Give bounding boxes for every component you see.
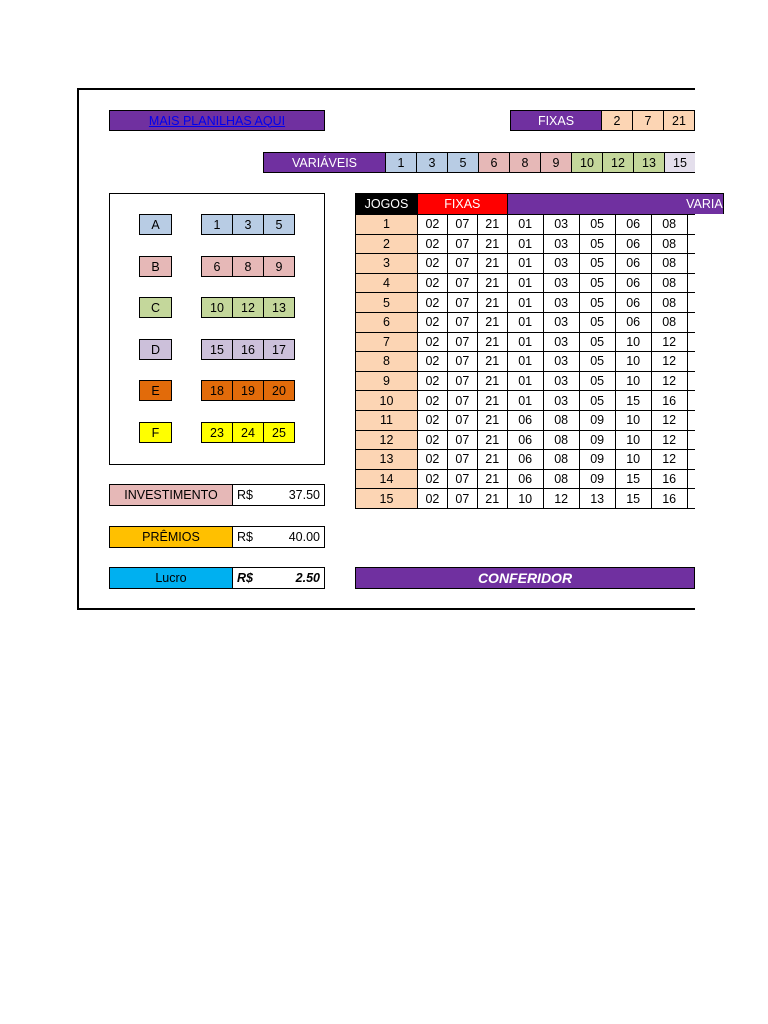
game-value: 12	[651, 332, 687, 352]
game-value: 21	[477, 430, 507, 450]
game-value: 01	[507, 293, 543, 313]
game-number: 6	[356, 312, 418, 332]
game-value: 10	[615, 430, 651, 450]
game-row	[356, 293, 724, 313]
group-label-b: B	[139, 256, 172, 277]
game-row	[356, 332, 724, 352]
investimento-value: 37.50	[279, 484, 325, 506]
game-value: 07	[447, 293, 477, 313]
game-value: 07	[447, 215, 477, 235]
game-value: 07	[447, 410, 477, 430]
game-value: 07	[447, 371, 477, 391]
game-row	[356, 215, 724, 235]
game-row	[356, 254, 724, 274]
group-value: 12	[232, 297, 264, 318]
game-value: 02	[418, 273, 448, 293]
game-value: 01	[507, 332, 543, 352]
game-value: 08	[651, 293, 687, 313]
group-value: 9	[263, 256, 295, 277]
game-value: 06	[615, 234, 651, 254]
group-label-e: E	[139, 380, 172, 401]
game-value: 06	[507, 469, 543, 489]
game-value: 07	[447, 352, 477, 372]
lucro-value: 2.50	[279, 567, 325, 589]
game-value: 09	[579, 450, 615, 470]
game-value: 03	[543, 371, 579, 391]
game-row	[356, 273, 724, 293]
game-value: 05	[579, 273, 615, 293]
variavel-value: 3	[416, 152, 448, 173]
game-number: 13	[356, 450, 418, 470]
group-value: 17	[263, 339, 295, 360]
game-number: 8	[356, 352, 418, 372]
game-value: 07	[447, 391, 477, 411]
page-margin	[695, 86, 768, 192]
game-value: 09	[579, 430, 615, 450]
game-value: 06	[615, 293, 651, 313]
game-value: 01	[507, 254, 543, 274]
game-number: 15	[356, 489, 418, 509]
game-value: 02	[418, 489, 448, 509]
game-row	[356, 430, 724, 450]
game-value: 06	[615, 215, 651, 235]
game-value: 05	[579, 215, 615, 235]
game-row	[356, 489, 724, 509]
game-number: 1	[356, 215, 418, 235]
game-value: 12	[651, 371, 687, 391]
game-value: 02	[418, 469, 448, 489]
game-value: 06	[507, 430, 543, 450]
game-value: 21	[477, 489, 507, 509]
game-value: 21	[477, 332, 507, 352]
group-value: 10	[201, 297, 233, 318]
game-value: 21	[477, 254, 507, 274]
game-number: 11	[356, 410, 418, 430]
game-value: 21	[477, 469, 507, 489]
game-value: 08	[651, 254, 687, 274]
game-value: 10	[615, 450, 651, 470]
group-value: 16	[232, 339, 264, 360]
lucro-currency: R$	[232, 567, 280, 589]
game-value: 15	[615, 469, 651, 489]
game-value: 21	[477, 234, 507, 254]
group-value: 8	[232, 256, 264, 277]
game-value: 21	[477, 312, 507, 332]
variavel-value: 6	[478, 152, 510, 173]
game-value: 05	[579, 312, 615, 332]
game-value: 21	[477, 273, 507, 293]
game-value: 12	[543, 489, 579, 509]
game-number: 10	[356, 391, 418, 411]
fixa-value: 21	[663, 110, 695, 131]
game-value: 06	[507, 450, 543, 470]
game-row	[356, 352, 724, 372]
game-value: 08	[651, 215, 687, 235]
game-row	[356, 450, 724, 470]
game-value: 08	[543, 430, 579, 450]
page-margin	[695, 590, 768, 620]
game-value: 06	[507, 410, 543, 430]
game-value: 03	[543, 293, 579, 313]
game-number: 7	[356, 332, 418, 352]
game-value: 08	[543, 410, 579, 430]
group-value: 1	[201, 214, 233, 235]
game-value: 21	[477, 450, 507, 470]
game-row	[356, 371, 724, 391]
game-value: 05	[579, 293, 615, 313]
game-value: 03	[543, 215, 579, 235]
premios-label: PRÊMIOS	[109, 526, 233, 548]
game-value: 01	[507, 371, 543, 391]
game-value: 10	[615, 352, 651, 372]
game-value: 05	[579, 254, 615, 274]
group-value: 20	[263, 380, 295, 401]
game-value: 02	[418, 215, 448, 235]
game-number: 14	[356, 469, 418, 489]
group-value: 24	[232, 422, 264, 443]
games-table	[355, 193, 724, 509]
group-value: 19	[232, 380, 264, 401]
game-value: 21	[477, 410, 507, 430]
game-row	[356, 410, 724, 430]
more-sheets-link-cell[interactable]	[109, 110, 325, 131]
conferidor-button[interactable]: CONFERIDOR	[355, 567, 695, 589]
game-value: 03	[543, 312, 579, 332]
game-value: 21	[477, 215, 507, 235]
game-value: 21	[477, 391, 507, 411]
game-value: 15	[615, 489, 651, 509]
variavel-value: 13	[633, 152, 665, 173]
group-value: 5	[263, 214, 295, 235]
game-value: 05	[579, 234, 615, 254]
game-value: 02	[418, 430, 448, 450]
fixas-header: FIXAS	[418, 194, 508, 215]
game-value: 02	[418, 254, 448, 274]
game-value: 02	[418, 332, 448, 352]
game-value: 07	[447, 489, 477, 509]
more-sheets-link[interactable]: MAIS PLANILHAS AQUI	[148, 113, 286, 128]
fixas-label: FIXAS	[510, 110, 602, 131]
game-value: 02	[418, 352, 448, 372]
game-value: 08	[651, 234, 687, 254]
game-value: 05	[579, 332, 615, 352]
game-row	[356, 469, 724, 489]
game-number: 12	[356, 430, 418, 450]
games-header-row	[356, 194, 724, 215]
variavel-value: 5	[447, 152, 479, 173]
game-value: 09	[579, 469, 615, 489]
jogos-header: JOGOS	[356, 194, 418, 215]
group-value: 15	[201, 339, 233, 360]
game-value: 01	[507, 391, 543, 411]
group-value: 13	[263, 297, 295, 318]
game-value: 03	[543, 332, 579, 352]
game-value: 01	[507, 215, 543, 235]
game-value: 08	[651, 273, 687, 293]
game-value: 01	[507, 273, 543, 293]
investimento-currency: R$	[232, 484, 280, 506]
variavel-value: 10	[571, 152, 603, 173]
group-value: 18	[201, 380, 233, 401]
game-value: 16	[651, 391, 687, 411]
group-value: 23	[201, 422, 233, 443]
game-value: 05	[579, 371, 615, 391]
game-value: 06	[615, 273, 651, 293]
game-value: 02	[418, 391, 448, 411]
game-value: 10	[615, 371, 651, 391]
game-row	[356, 391, 724, 411]
variaveis-header-text: VARIA	[686, 197, 723, 211]
game-value: 03	[543, 273, 579, 293]
game-value: 21	[477, 293, 507, 313]
game-value: 03	[543, 254, 579, 274]
game-number: 4	[356, 273, 418, 293]
game-value: 10	[507, 489, 543, 509]
game-value: 02	[418, 293, 448, 313]
game-value: 02	[418, 371, 448, 391]
game-value: 01	[507, 312, 543, 332]
variavel-value: 12	[602, 152, 634, 173]
game-number: 5	[356, 293, 418, 313]
game-value: 12	[651, 410, 687, 430]
game-value: 02	[418, 450, 448, 470]
game-number: 2	[356, 234, 418, 254]
group-value: 6	[201, 256, 233, 277]
group-label-f: F	[139, 422, 172, 443]
group-label-a: A	[139, 214, 172, 235]
game-value: 10	[615, 410, 651, 430]
game-value: 07	[447, 234, 477, 254]
game-value: 01	[507, 234, 543, 254]
game-value: 16	[651, 469, 687, 489]
game-row	[356, 234, 724, 254]
variaveis-header	[507, 194, 723, 215]
game-value: 07	[447, 254, 477, 274]
game-value: 05	[579, 352, 615, 372]
game-row	[356, 312, 724, 332]
group-value: 3	[232, 214, 264, 235]
game-value: 15	[615, 391, 651, 411]
game-value: 07	[447, 273, 477, 293]
game-value: 07	[447, 469, 477, 489]
game-value: 02	[418, 234, 448, 254]
game-value: 12	[651, 352, 687, 372]
game-value: 03	[543, 352, 579, 372]
investimento-label: INVESTIMENTO	[109, 484, 233, 506]
game-value: 12	[651, 430, 687, 450]
game-value: 08	[543, 469, 579, 489]
game-value: 05	[579, 391, 615, 411]
variavel-value: 1	[385, 152, 417, 173]
game-value: 01	[507, 352, 543, 372]
variavel-value: 15	[664, 152, 696, 173]
game-value: 02	[418, 410, 448, 430]
lucro-label: Lucro	[109, 567, 233, 589]
game-value: 08	[651, 312, 687, 332]
game-value: 21	[477, 371, 507, 391]
game-value: 06	[615, 312, 651, 332]
game-value: 03	[543, 391, 579, 411]
premios-value: 40.00	[279, 526, 325, 548]
game-value: 07	[447, 430, 477, 450]
fixa-value: 7	[632, 110, 664, 131]
fixa-value: 2	[601, 110, 633, 131]
variavel-value: 8	[509, 152, 541, 173]
game-number: 9	[356, 371, 418, 391]
game-value: 16	[651, 489, 687, 509]
game-value: 06	[615, 254, 651, 274]
game-value: 03	[543, 234, 579, 254]
group-value: 25	[263, 422, 295, 443]
group-label-c: C	[139, 297, 172, 318]
game-value: 07	[447, 332, 477, 352]
page-margin	[695, 214, 768, 564]
premios-currency: R$	[232, 526, 280, 548]
game-value: 12	[651, 450, 687, 470]
game-value: 13	[579, 489, 615, 509]
game-number: 3	[356, 254, 418, 274]
game-value: 21	[477, 352, 507, 372]
game-value: 07	[447, 312, 477, 332]
game-value: 09	[579, 410, 615, 430]
game-value: 08	[543, 450, 579, 470]
group-label-d: D	[139, 339, 172, 360]
game-value: 10	[615, 332, 651, 352]
game-value: 07	[447, 450, 477, 470]
variaveis-label: VARIÁVEIS	[263, 152, 386, 173]
game-value: 02	[418, 312, 448, 332]
variavel-value: 9	[540, 152, 572, 173]
